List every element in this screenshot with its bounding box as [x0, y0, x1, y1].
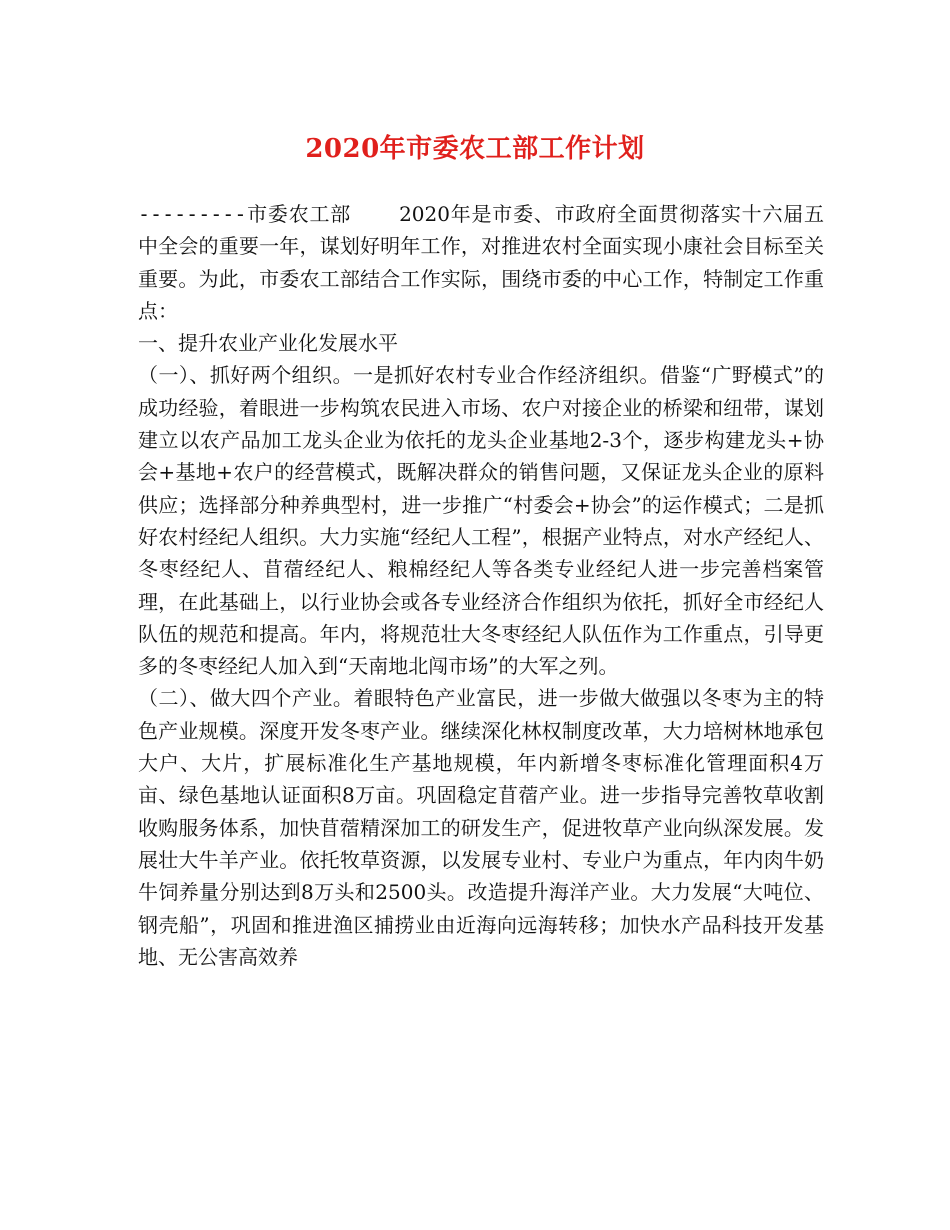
separator-dashes: --------- — [138, 202, 247, 226]
opening-text: 2020年是市委、市政府全面贯彻落实十六届五中全会的重要一年，谋划好明年工作，对推进农村全面实现小康社会目标至关重要。为此，市委农工部结合工作实际，围绕市委的中心工作，特制定工作重点： — [138, 202, 824, 323]
opening-paragraph — [138, 198, 824, 327]
section-1-heading: 一、提升农业产业化发展水平 — [138, 331, 398, 356]
document-title: 2020年市委农工部工作计划 — [305, 134, 645, 164]
paragraph-2: （二）、做大四个产业。着眼特色产业富民，进一步做大做强以冬枣为主的特色产业规模。深度开发冬枣产业。继续深化林权制度改革，大力培树林地承包大户、大片，扩展标准化生产基地规模，年内新增冬枣标准化管理面积4万亩、绿色基地认证面积8万亩。巩固稳定苜蓿产业。进一步指导完善牧草收割收购服务体系，加快苜蓿精深加工的研发生产，促进牧草产业向纵深发展。发展壮大牛羊产业。依托牧草资源，以发展专业村、专业户为重点，年内肉牛奶牛饲养量分别达到8万头和2500头。改造提升海洋产业。大力发展“大吨位、钢壳船”，巩固和推进渔区捕捞业由近海向远海转移；加快水产品科技开发基地、无公害高效养 — [138, 686, 824, 969]
document-body — [138, 198, 824, 973]
paragraph-1: （一）、抓好两个组织。一是抓好农村专业合作经济组织。借鉴“广野模式”的成功经验，着眼进一步构筑农民进入市场、农户对接企业的桥梁和纽带，谋划建立以农产品加工龙头企业为依托的龙头企业基地2-3个，逐步构建龙头+协会+基地+农户的经营模式，既解决群众的销售问题，又保证龙头企业的原料供应；选择部分种养典型村，进一步推广“村委会+协会”的运作模式；二是抓好农村经纪人组织。大力实施“经纪人工程”，根据产业特点，对水产经纪人、冬枣经纪人、苜蓿经纪人、粮棉经纪人等各类专业经纪人进一步完善档案管理，在此基础上，以行业协会或各专业经济合作组织为依托，抓好全市经纪人队伍的规范和提高。年内，将规范壮大冬枣经纪人队伍作为工作重点，引导更多的冬枣经纪人加入到“天南地北闯市场”的大军之列。 — [138, 363, 824, 679]
department-name: 市委农工部 — [246, 202, 352, 226]
